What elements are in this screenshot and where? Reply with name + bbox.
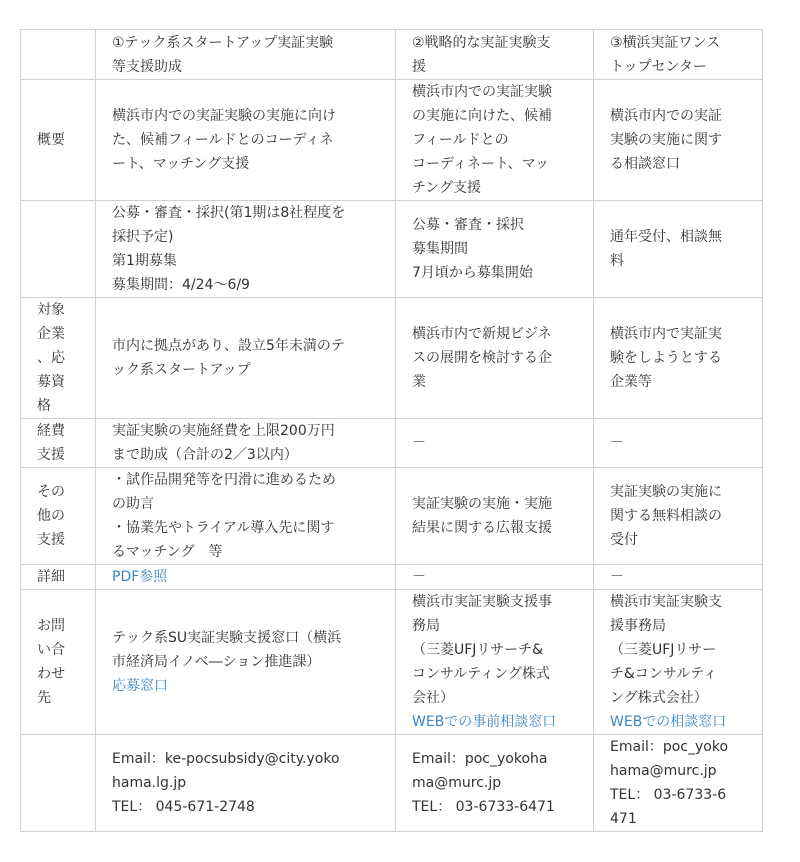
- header-program-3: ③横浜実証ワンス トップセンター: [594, 30, 763, 80]
- other-support-program-2: 実証実験の実施・実施 結果に関する広報支援: [396, 468, 594, 565]
- contact-info-program-1: Email：ke-pocsubsidy@city.yoko hama.lg.jp TEL： 045-671-2748: [96, 735, 396, 832]
- pdf-reference-link[interactable]: PDF参照: [112, 569, 168, 585]
- eligibility-row: [21, 298, 763, 419]
- recruitment-program-1: 公募・審査・採択(第1期は8社程度を 採択予定) 第1期募集 募集期間：4/24～6/9: [96, 201, 396, 298]
- overview-program-1: 横浜市内での実証実験の実施に向け た、候補フィールドとのコーディネ ート、マッチング支援: [96, 80, 396, 201]
- row-label-funding: 経費 支援: [21, 419, 96, 468]
- web-pre-consultation-link[interactable]: WEBでの事前相談窓口: [412, 714, 557, 730]
- details-program-3: －: [594, 565, 763, 590]
- eligibility-program-2: 横浜市内で新規ビジネ スの展開を検討する企 業: [396, 298, 594, 419]
- contact-info-program-2: Email：poc_yokoha ma@murc.jp TEL： 03-6733-6471: [396, 735, 594, 832]
- other-support-row: [21, 468, 763, 565]
- details-program-1: [96, 565, 396, 590]
- header-program-2: ②戦略的な実証実験支 援: [396, 30, 594, 80]
- row-label-eligibility: 対象 企業 、応 募資 格: [21, 298, 96, 419]
- row-label-recruitment: [21, 201, 96, 298]
- eligibility-program-3: 横浜市内で実証実 験をしようとする 企業等: [594, 298, 763, 419]
- funding-program-1: 実証実験の実施経費を上限200万円 まで助成（合計の2／3以内）: [96, 419, 396, 468]
- header-corner-cell: [21, 30, 96, 80]
- header-program-1: ①テック系スタートアップ実証実験 等支援助成: [96, 30, 396, 80]
- contact-program-2: 横浜市実証実験支援事 務局 （三菱UFJリサーチ& コンサルティング株式 会社） WEBでの事前相談窓口: [396, 590, 594, 735]
- details-program-2: －: [396, 565, 594, 590]
- header-row: [21, 30, 763, 80]
- application-window-link[interactable]: 応募窓口: [112, 678, 168, 694]
- contact-program-1: テック系SU実証実験支援窓口（横浜 市経済局イノベ―ション推進課） 応募窓口: [96, 590, 396, 735]
- row-label-overview: 概要: [21, 80, 96, 201]
- other-support-program-3: 実証実験の実施に 関する無料相談の 受付: [594, 468, 763, 565]
- overview-program-3: 横浜市内での実証 実験の実施に関す る相談窓口: [594, 80, 763, 201]
- overview-row: [21, 80, 763, 201]
- row-label-other-support: その 他の 支援: [21, 468, 96, 565]
- row-label-details: 詳細: [21, 565, 96, 590]
- support-programs-table: [20, 29, 763, 832]
- details-row: [21, 565, 763, 590]
- row-label-contact-info: [21, 735, 96, 832]
- funding-program-2: －: [396, 419, 594, 468]
- contact-program-3: 横浜市実証実験支 援事務局 （三菱UFJリサー チ&コンサルティ ング株式会社） WEBでの相談窓口: [594, 590, 763, 735]
- recruitment-row: [21, 201, 763, 298]
- eligibility-program-1: 市内に拠点があり、設立5年未満のテ ック系スタートアップ: [96, 298, 396, 419]
- overview-program-2: 横浜市内での実証実験 の実施に向けた、候補 フィールドとの コーディネート、マッ チング支援: [396, 80, 594, 201]
- contact-info-program-3: Email：poc_yoko hama@murc.jp TEL： 03-6733-6 471: [594, 735, 763, 832]
- recruitment-program-3: 通年受付、相談無 料: [594, 201, 763, 298]
- recruitment-program-2: 公募・審査・採択 募集期間 7月頃から募集開始: [396, 201, 594, 298]
- other-support-program-1: ・試作品開発等を円滑に進めるため の助言 ・協業先やトライアル導入先に関す るマッチング 等: [96, 468, 396, 565]
- contact-info-row: [21, 735, 763, 832]
- contact-row: [21, 590, 763, 735]
- web-consultation-link[interactable]: WEBでの相談窓口: [610, 714, 727, 730]
- funding-program-3: －: [594, 419, 763, 468]
- funding-row: [21, 419, 763, 468]
- row-label-contact: お問 い合 わせ 先: [21, 590, 96, 735]
